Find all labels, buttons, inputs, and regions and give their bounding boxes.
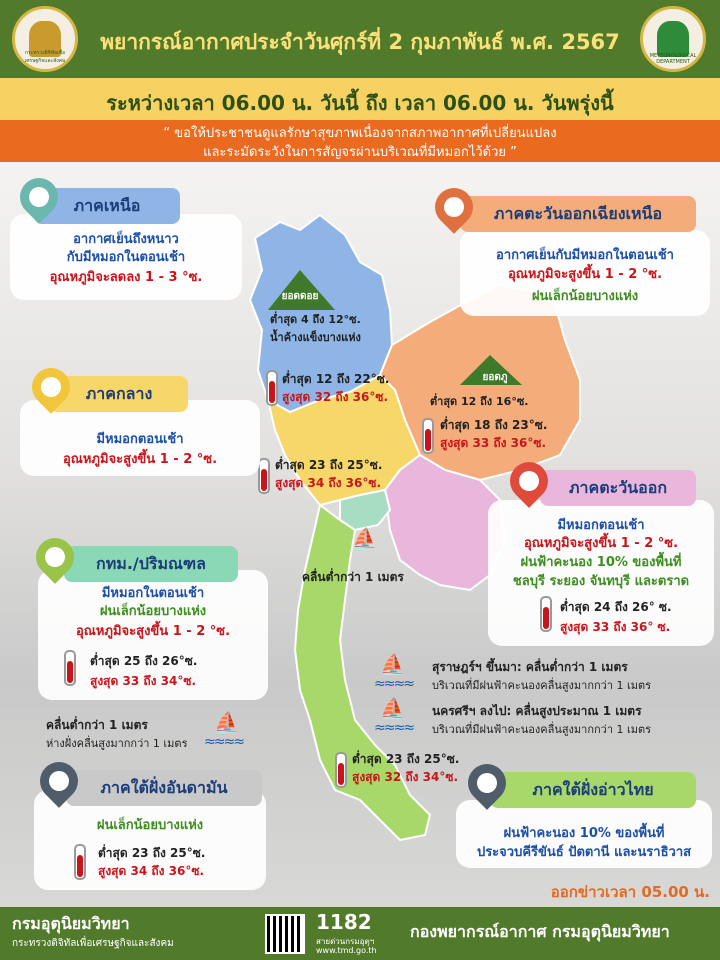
page-title: พยากรณ์อากาศประจำวันศุกร์ที่ 2 กุมภาพันธ์ พ.ศ. 2567	[100, 30, 620, 54]
bangkok-card	[38, 570, 268, 700]
central-low-temp: ต่ำสุด 23 ถึง 25°ซ.	[275, 458, 383, 472]
east-line-1: มีหมอกตอนเช้า	[557, 518, 645, 533]
andaman-wave-title: คลื่นต่ำกว่า 1 เมตร	[46, 718, 148, 732]
wave-icon: ≈≈≈≈	[374, 676, 413, 692]
gulf-top-wave: คลื่นต่ำกว่า 1 เมตร	[302, 570, 404, 584]
thermometer-icon	[74, 844, 86, 880]
south-west-line-1: ฝนเล็กน้อยบางแห่ง	[96, 818, 204, 833]
boat-icon: ⛵	[380, 696, 405, 720]
north-high-temp: สูงสุด 32 ถึง 36°ซ.	[282, 390, 389, 404]
bangkok-high-temp: สูงสุด 33 ถึง 34°ซ.	[90, 674, 197, 688]
issued-time: ออกข่าวเวลา 05.00 น.	[550, 883, 710, 901]
south-east-card	[456, 800, 712, 868]
upper-gulf-title: สุราษฎร์ฯ ขึ้นมา: คลื่นต่ำกว่า 1 เมตร	[432, 660, 628, 674]
ministry-logo	[12, 6, 78, 72]
footer-ministry: กระทรวงดิจิทัลเพื่อเศรษฐกิจและสังคม	[12, 938, 174, 949]
north-line-1: อากาศเย็นถึงหนาว	[73, 232, 179, 247]
boat-icon: ⛵	[214, 710, 239, 734]
wave-icon: ≈≈≈≈	[204, 734, 243, 750]
northeast-card	[460, 230, 710, 316]
wave-icon: ≈≈≈≈	[374, 720, 413, 736]
central-line-2: อุณหภูมิจะสูงขึ้น 1 - 2 °ซ.	[62, 452, 218, 467]
footer-division: กองพยากรณ์อากาศ กรมอุตุนิยมวิทยา	[410, 922, 670, 941]
footer-org: กรมอุตุนิยมวิทยา	[12, 914, 130, 933]
advice-line-1: “ ขอให้ประชาชนดูแลรักษาสุขภาพเนื่องจากสภาพอากาศที่เปลี่ยนแปลง	[163, 126, 557, 141]
northeast-tag: ภาคตะวันออกเฉียงเหนือ	[460, 196, 696, 232]
bangkok-line-3: อุณหภูมิจะสูงขึ้น 1 - 2 °ซ.	[75, 624, 231, 639]
south-west-high-temp: สูงสุด 34 ถึง 36°ซ.	[98, 864, 205, 878]
andaman-wave-sub: ห่างฝั่งคลื่นสูงมากกว่า 1 เมตร	[46, 737, 188, 750]
central-line-1: มีหมอกตอนเช้า	[96, 432, 184, 447]
peak-northeast-low: ต่ำสุด 12 ถึง 16°ซ.	[430, 395, 529, 408]
east-high-temp: สูงสุด 33 ถึง 36° ซ.	[560, 620, 671, 634]
south-east-line-2: ประจวบคีรีขันธ์ ปัตตานี และนราธิวาส	[476, 845, 692, 860]
north-tag: ภาคเหนือ	[34, 188, 180, 224]
northeast-low-temp: ต่ำสุด 18 ถึง 23°ซ.	[440, 418, 548, 432]
northeast-line-2: อุณหภูมิจะสูงขึ้น 1 - 2 °ซ.	[507, 267, 663, 282]
deity-emblem-icon	[657, 21, 689, 57]
thermometer-icon	[266, 370, 278, 406]
forecast-period: ระหว่างเวลา 06.00 น. วันนี้ ถึง เวลา 06.00 น. วันพรุ่งนี้	[106, 91, 614, 115]
east-line-3: ฝนฟ้าคะนอง 10% ของพื้นที่	[520, 555, 682, 570]
south-east-low-temp: ต่ำสุด 23 ถึง 25°ซ.	[352, 752, 460, 766]
peak-north-frost: น้ำค้างแข็งบางแห่ง	[270, 331, 361, 344]
thermometer-icon	[64, 650, 76, 686]
lower-gulf-title: นครศรีฯ ลงไป: คลื่นสูงประมาณ 1 เมตร	[432, 704, 642, 718]
hotline-number: 1182	[316, 910, 372, 934]
north-line-3: อุณหภูมิจะลดลง 1 - 3 °ซ.	[49, 270, 203, 285]
central-high-temp: สูงสุด 34 ถึง 36°ซ.	[275, 476, 382, 490]
south-west-tag: ภาคใต้ฝั่งอันดามัน	[66, 770, 262, 806]
thermometer-icon	[540, 596, 552, 632]
northeast-line-3: ฝนเล็กน้อยบางแห่ง	[531, 289, 639, 304]
boat-icon: ⛵	[380, 652, 405, 676]
north-low-temp: ต่ำสุด 12 ถึง 22°ซ.	[282, 372, 390, 386]
website-link[interactable]: www.tmd.go.th	[316, 946, 377, 955]
north-line-2: กับมีหมอกในตอนเช้า	[66, 250, 186, 265]
south-east-high-temp: สูงสุด 32 ถึง 34°ซ.	[352, 770, 459, 784]
bangkok-line-1: มีหมอกในตอนเช้า	[101, 586, 205, 601]
south-east-line-1: ฝนฟ้าคะนอง 10% ของพื้นที่	[503, 826, 665, 841]
bangkok-line-2: ฝนเล็กน้อยบางแห่ง	[99, 604, 207, 619]
ministry-logo-caption: กระทรวงดิจิทัลเพื่อเศรษฐกิจและสังคม	[24, 50, 66, 64]
advice-line-2: และระมัดระวังในการสัญจรผ่านบริเวณที่มีหมอกไว้ด้วย ”	[203, 145, 517, 160]
boat-icon: ⛵	[352, 526, 377, 550]
tmd-logo-caption: METEOROLOGICAL DEPARTMENT	[649, 53, 697, 65]
east-card	[488, 500, 714, 646]
thermometer-icon	[422, 418, 434, 454]
east-line-2: อุณหภูมิจะสูงขึ้น 1 - 2 °ซ.	[523, 536, 679, 551]
qr-code-icon[interactable]	[265, 914, 305, 954]
bangkok-tag: กทม./ปริมณฑล	[64, 546, 238, 582]
northeast-line-1: อากาศเย็นกับมีหมอกในตอนเช้า	[496, 248, 674, 263]
north-card	[10, 214, 242, 300]
upper-gulf-sub: บริเวณที่มีฝนฟ้าคะนองคลื่นสูงมากกว่า 1 เมตร	[432, 679, 652, 692]
mountain-northeast-label: ยอดภู	[482, 372, 508, 383]
east-line-4: ชลบุรี ระยอง จันทบุรี และตราด	[512, 574, 690, 589]
tmd-logo	[640, 6, 706, 72]
hotline-label: สายด่วนกรมอุตุฯ	[316, 937, 375, 946]
mountain-north-label: ยอดดอย	[281, 291, 319, 302]
south-west-low-temp: ต่ำสุด 23 ถึง 25°ซ.	[98, 846, 206, 860]
central-tag: ภาคกลาง	[50, 376, 188, 412]
thermometer-icon	[335, 752, 347, 788]
lower-gulf-sub: บริเวณที่มีฝนฟ้าคะนองคลื่นสูงมากกว่า 1 เมตร	[432, 723, 652, 736]
peak-north-low: ต่ำสุด 4 ถึง 12°ซ.	[270, 313, 361, 326]
northeast-high-temp: สูงสุด 33 ถึง 36°ซ.	[440, 436, 547, 450]
bangkok-low-temp: ต่ำสุด 25 ถึง 26°ซ.	[90, 654, 198, 668]
east-tag: ภาคตะวันออก	[540, 470, 696, 506]
east-low-temp: ต่ำสุด 24 ถึง 26° ซ.	[560, 600, 672, 614]
south-east-tag: ภาคใต้ฝั่งอ่าวไทย	[490, 772, 696, 808]
